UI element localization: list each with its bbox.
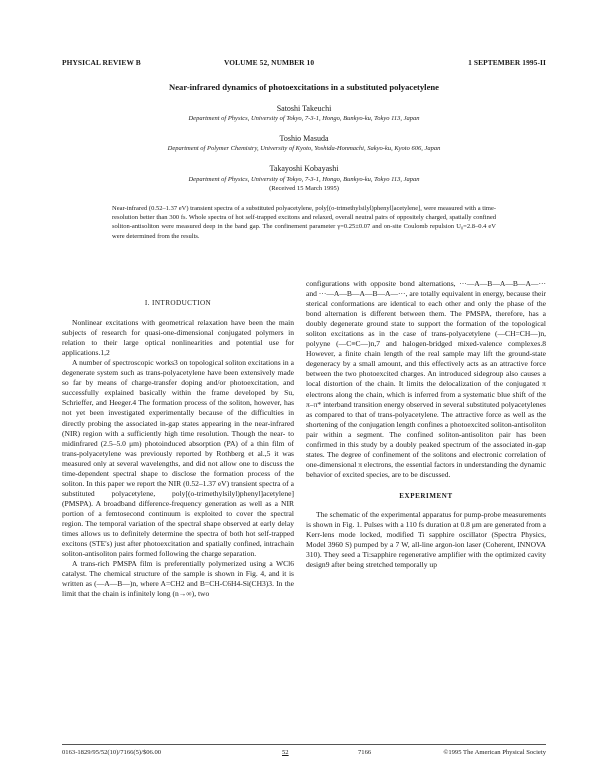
journal-name: PHYSICAL REVIEW B (62, 58, 141, 67)
footer-volume: 52 (282, 749, 289, 756)
article-code: 0163-1829/95/52(10)/7166(5)/$06.00 (62, 749, 162, 756)
section-heading-experiment: EXPERIMENT (399, 491, 453, 500)
section-heading-introduction: I. INTRODUCTION (144, 299, 212, 307)
volume-number: VOLUME 52, NUMBER 10 (224, 58, 315, 67)
author-1: Satoshi Takeuchi (276, 104, 332, 113)
page-footer (62, 749, 546, 759)
author-2: Toshio Masuda (279, 134, 329, 143)
affiliation-2: Department of Polymer Chemistry, University of Kyoto, Yoshida-Honmachi, Sakyo-ku, Kyoto 606, Japan (167, 145, 441, 152)
running-header (62, 58, 546, 70)
affiliation-1: Department of Physics, University of Tokyo, 7-3-1, Hongo, Bunkyo-ku, Tokyo 113, Japan (188, 115, 420, 122)
paragraph: A trans-rich PMSPA film is preferentially polymerized using a WCl6 catalyst. The chemical structure of the sample is shown in Fig. 4, and it is written as (—A—B—)n, where A=CH2 and B=CH-C6H4-Si(CH3)3. In the limit that the chain is infinitely long (n→∞), two (62, 559, 294, 599)
right-column (306, 279, 546, 570)
abstract: Near-infrared (0.52–1.37 eV) transient spectra of a substituted polyacetylene, poly[(o-trimethylsilyl)phenyl]acetylene], were measured with a time-resolution better than 300 fs. Whole spectra of hot self-trapped excitons and relaxed, overall neutral pairs of oppositely charged, spatially confined soliton-antisoliton were measured deep in the band gap. The confinement parameter γ=0.25±0.07 and on-site Coulomb repulsion U₀=2.8–0.4 eV were determined from the results. (112, 205, 496, 240)
paragraph: configurations with opposite bond alternations, ···—A—B—A—B—A—··· and ···—A—B—A—B—A—···, are totally equivalent in energy, because their sterical conformations are identical to each other and only the phase of the bond alternation is different between them. The PMSPA, therefore, has a doubly degenerate ground state to support the formation of the topological soliton excitations as in the case of trans-polyacetylene (—CH=CH—)n, polyyne (—C≡C—)n,7 and halogen-bridged mixed-valence complexes.8 However, a finite chain length of the real sample may lift the ground-state degeneracy by a small amount, and this effectively acts as an attractive force between the two photoexcited charges. An introduced sidegroup also causes a local distortion of the chain. It limits the delocalization of the conjugated π electrons along the chain, which is inferred from a systematic blue shift of the π–π* interband transition energy observed in several substituted polyacetylenes as compared to that of trans-polyacetylene. The attractive force as well as the shortening of the conjugation length confines a photoexcited soliton-antisoliton pair within a segment. The confined soliton-antisoliton pair has been confirmed in this study by a doubly peaked spectrum of the associated in-gap states. The degree of confinement of the solitons and electronic correlation of one-dimensional π electrons, the essential factors in understanding the dynamic behavior of excited species, are to be discussed. (306, 279, 546, 479)
left-column (62, 298, 294, 599)
copyright: ©1995 The American Physical Society (443, 749, 546, 756)
page-number: 7166 (358, 749, 372, 756)
paper-title: Near-infrared dynamics of photoexcitations in a substituted polyacetylene (169, 82, 439, 92)
issue-date: 1 SEPTEMBER 1995-II (468, 58, 546, 67)
affiliation-3: Department of Physics, University of Tokyo, 7-3-1, Hongo, Bunkyo-ku, Tokyo 113, Japan (188, 176, 420, 183)
paragraph: Nonlinear excitations with geometrical relaxation have been the main subjects of research for quasi-one-dimensional conjugated polymers in relation to their large optical nonlinearities and potential use for applications.1,2 (62, 318, 294, 358)
paragraph: A number of spectroscopic works3 on topological soliton excitations in a degenerate system such as trans-polyacetylene have been extensively made so far by means of charge-transfer doping and/or photoexcitation, and successfully explained basically within the frame developed by Su, Schrieffer, and Heeger.4 The formation process of the soliton, however, has not yet been investigated experimentally because of the difficulties in directly probing the associated in-gap states appearing in the near-infrared (NIR) region with a sufficiently high time resolution. Though the near- to midinfrared (2.5–5.0 μm) photoinduced absorption (PA) of a thin film of trans-polyacetylene was previously reported by Rothberg et al.,5 it was measured only at several wavelengths, and did not allow one to discuss the time-dependent spectral shape to disclose the formation process of the soliton. In this paper we report the NIR (0.52–1.37 eV) transient spectra of a substituted polyacetylene, poly[(o-trimethylsilyl)phenyl]acetylene] (PMSPA). A broadband difference-frequency generation as well as a NIR portion of a femtosecond continuum is exploited to cover the spectral region. The temporal variation of the spectral shape observed at early delay times allows us to definitely determine the spectra of both hot self-trapped excitons (STE's) just after photoexcitation and spatially confined, intrachain soliton-antisoliton pairs formed following the charge separation. (62, 358, 294, 559)
footer-rule (62, 744, 546, 745)
author-3: Takayoshi Kobayashi (269, 164, 339, 173)
paragraph: The schematic of the experimental apparatus for pump-probe measurements is shown in Fig. 1. Pulses with a 110 fs duration at 0.8 μm are generated from a Kerr-lens mode locked, modified Ti sapphire oscillator (Spectra Physics, Model 3960 S) pumped by a 7 W, all-line argon-ion laser (Coherent, INNOVA 310). They seed a Ti:sapphire regenerative amplifier with the optimized cavity design9 after being stretched temporally up (306, 509, 546, 570)
received-date: (Received 15 March 1995) (269, 185, 339, 192)
